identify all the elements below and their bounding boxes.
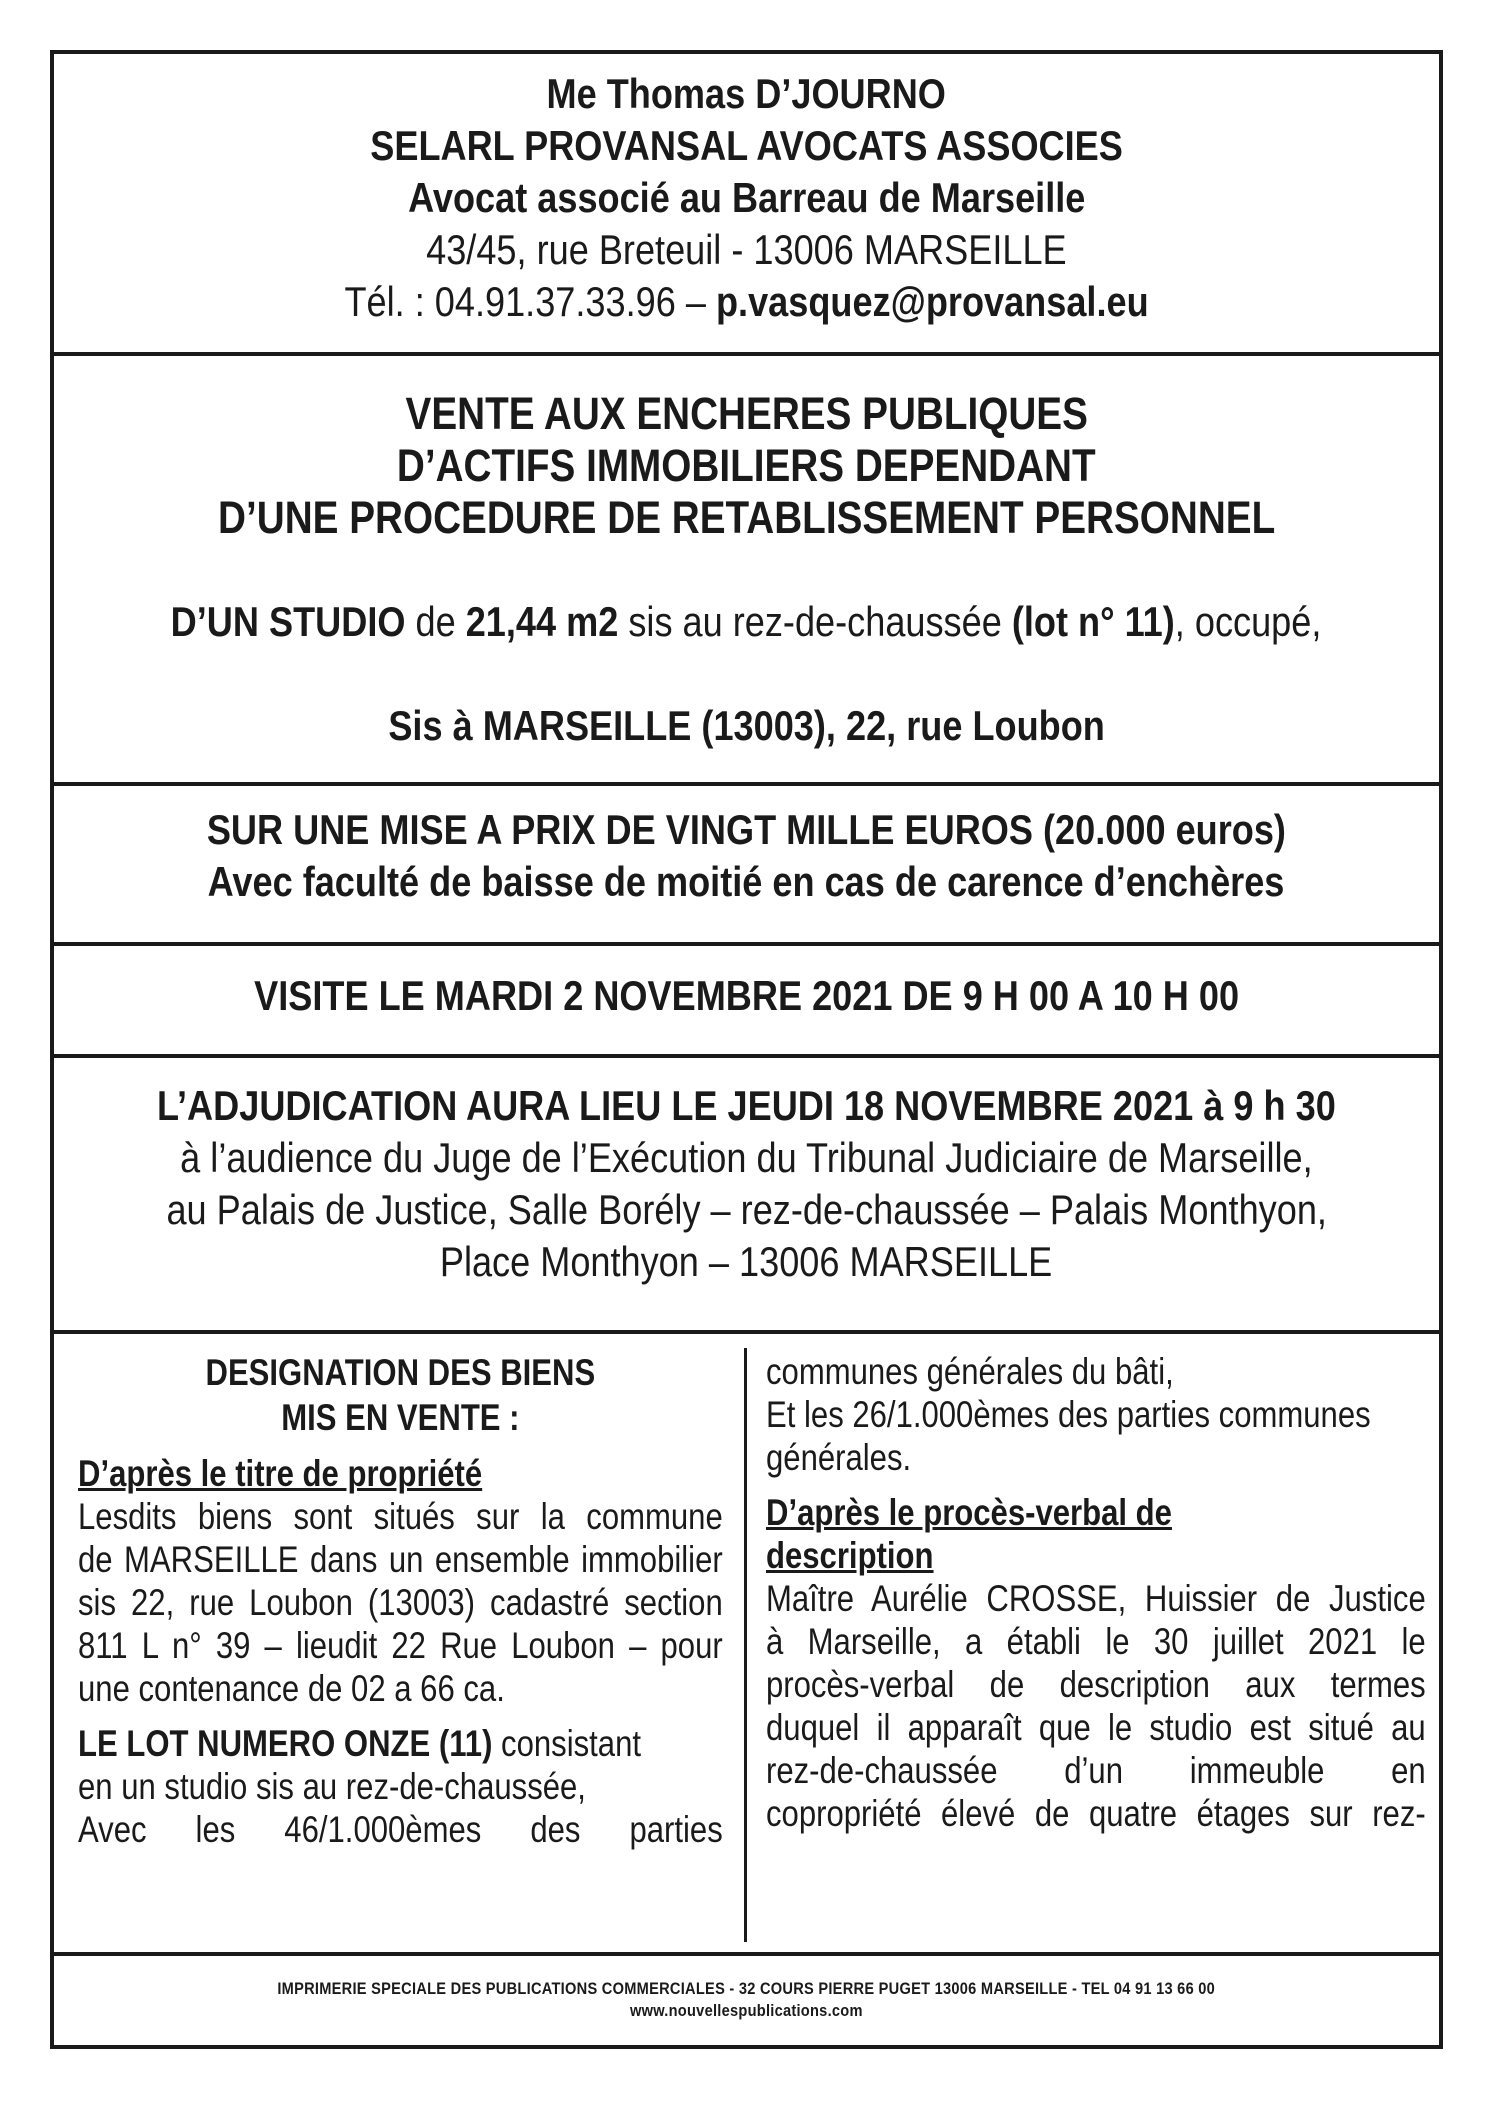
firm-address: 43/45, rue Breteuil - 13006 MARSEILLE [426, 226, 1067, 273]
sale-title-line3: D’UNE PROCEDURE DE RETABLISSEMENT PERSONNEL [217, 492, 1276, 543]
pv-line-5: rez-de-chaussée d’un immeuble en [766, 1750, 1426, 1791]
lot-label: LE LOT NUMERO ONZE (11) [78, 1723, 493, 1764]
right-column [766, 1350, 1426, 1835]
contact-line [344, 276, 1148, 328]
pv-line-1: Maître Aurélie CROSSE, Huissier de Justice [766, 1578, 1426, 1619]
sale-title-line1: VENTE AUX ENCHERES PUBLIQUES [405, 388, 1088, 439]
sale-section [54, 356, 1439, 786]
lawyer-header [54, 54, 1439, 356]
announcement-frame [50, 50, 1443, 2049]
pv-heading-1: D’après le procès-verbal de [766, 1492, 1172, 1533]
deed-line-5: une contenance de 02 a 66 ca. [78, 1668, 505, 1709]
left-column [78, 1350, 723, 1851]
property-location: sis au rez-de-chaussée [618, 598, 1013, 645]
cont-line-3: générales. [766, 1437, 912, 1478]
adjudication-court: à l’audience du Juge de l’Exécution du Tribunal Judiciaire de Marseille, [180, 1134, 1313, 1181]
pv-line-3: procès-verbal de description aux termes [766, 1664, 1426, 1705]
property-description [171, 596, 1322, 648]
website-link[interactable]: www.nouvellespublications.com [630, 2001, 863, 2020]
lot-line-1: en un studio sis au rez-de-chaussée, [78, 1766, 586, 1807]
cont-line-2: Et les 26/1.000èmes des parties communes [766, 1394, 1371, 1435]
sale-title-line2: D’ACTIFS IMMOBILIERS DEPENDANT [397, 440, 1096, 491]
adjudication-headline: L’ADJUDICATION AURA LIEU LE JEUDI 18 NOVEMBRE 2021 à 9 h 30 [157, 1082, 1336, 1129]
deed-line-3: sis 22, rue Loubon (13003) cadastré section [78, 1582, 723, 1623]
price-reduction-note: Avec faculté de baisse de moitié en cas de carence d’enchères [208, 858, 1285, 905]
lot-number: (lot n° 11) [1012, 598, 1176, 645]
cont-line-1: communes générales du bâti, [766, 1351, 1174, 1392]
deed-line-2: de MARSEILLE dans un ensemble immobilier [78, 1539, 723, 1580]
pv-heading-2: description [766, 1535, 934, 1576]
column-divider [744, 1348, 747, 1942]
property-de: de [405, 598, 467, 645]
adjudication-address: Place Monthyon – 13006 MARSEILLE [440, 1238, 1053, 1285]
deed-line-1: Lesdits biens sont situés sur la commune [78, 1496, 723, 1537]
adjudication-venue: au Palais de Justice, Salle Borély – rez-de-chaussée – Palais Monthyon, [166, 1186, 1327, 1233]
visit-section [54, 946, 1439, 1058]
printer-footer [54, 1952, 1439, 2049]
property-address: Sis à MARSEILLE (13003), 22, rue Loubon [388, 702, 1105, 749]
deed-line-4: 811 L n° 39 – lieudit 22 Rue Loubon – pour [78, 1625, 723, 1666]
pv-line-2: à Marseille, a établi le 30 juillet 2021 le [766, 1621, 1426, 1662]
adjudication-section [54, 1058, 1439, 1334]
email-link[interactable]: p.vasquez@provansal.eu [715, 278, 1149, 325]
designation-heading2: MIS EN VENTE : [281, 1397, 520, 1438]
property-status: , occupé, [1175, 598, 1322, 645]
pv-line-6: copropriété élevé de quatre étages sur rez- [766, 1793, 1426, 1834]
studio-label: D’UN STUDIO [171, 598, 406, 645]
lot-label-rest: consistant [492, 1723, 641, 1764]
lawyer-role: Avocat associé au Barreau de Marseille [407, 174, 1086, 221]
visit-date: VISITE LE MARDI 2 NOVEMBRE 2021 DE 9 H 00 A 10 H 00 [254, 972, 1239, 1019]
lawyer-name: Me Thomas D’JOURNO [546, 70, 947, 117]
title-deed-heading: D’après le titre de propriété [78, 1453, 483, 1494]
designation-heading1: DESIGNATION DES BIENS [205, 1352, 596, 1393]
price-section [54, 786, 1439, 946]
printer-info: IMPRIMERIE SPECIALE DES PUBLICATIONS COMMERCIALES - 32 COURS PIERRE PUGET 13006 MARSEILLE - TEL 04 91 13 66 00 [277, 1979, 1216, 1998]
phone-text: Tél. : 04.91.37.33.96 – [344, 278, 716, 325]
lot-heading-line [78, 1722, 723, 1765]
designation-columns [54, 1334, 1439, 1952]
starting-price: SUR UNE MISE A PRIX DE VINGT MILLE EUROS (20.000 euros) [206, 806, 1287, 853]
lot-line-2: Avec les 46/1.000èmes des parties [78, 1809, 723, 1850]
pv-line-4: duquel il apparaît que le studio est situé au [766, 1707, 1426, 1748]
surface-value: 21,44 m2 [466, 598, 619, 645]
firm-name: SELARL PROVANSAL AVOCATS ASSOCIES [370, 122, 1123, 169]
